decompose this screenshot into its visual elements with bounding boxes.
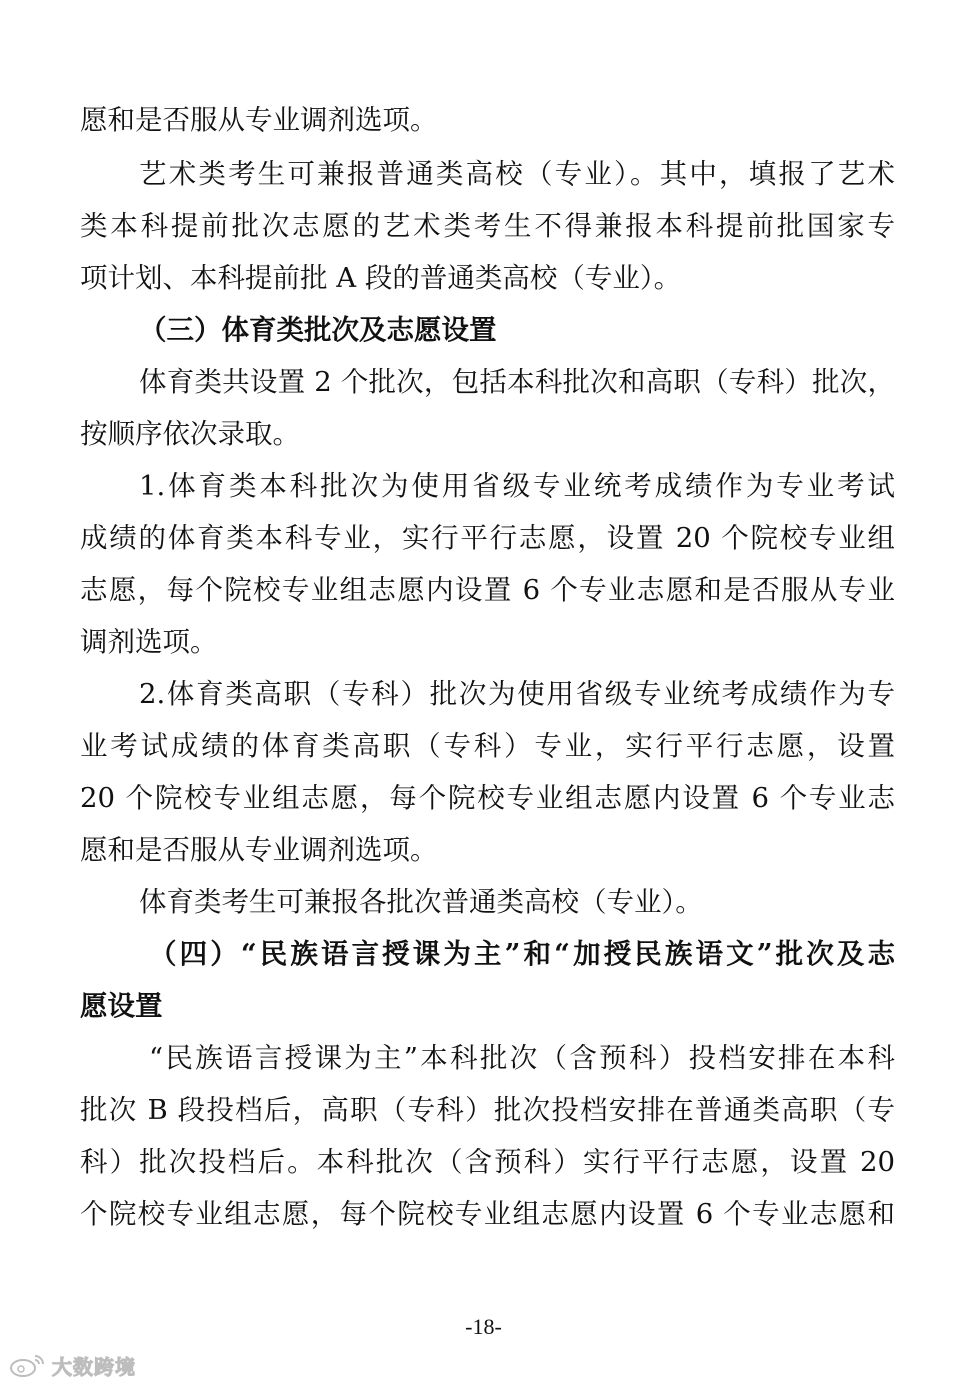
body-line-22: 个院校专业组志愿，每个院校专业组志愿内设置 6 个专业志愿和 bbox=[80, 1198, 895, 1230]
page-number: -18- bbox=[465, 1314, 502, 1339]
body-line-16: 体育类考生可兼报各批次普通类高校（专业）。 bbox=[139, 886, 703, 918]
body-line-14: 20 个院校专业组志愿，每个院校专业组志愿内设置 6 个专业志 bbox=[80, 782, 895, 814]
body-line-6: 体育类共设置 2 个批次，包括本科批次和高职（专科）批次， bbox=[139, 366, 895, 398]
watermark bbox=[8, 1350, 136, 1380]
weibo-icon bbox=[8, 1352, 48, 1378]
body-line-2: 艺术类考生可兼报普通类高校（专业）。其中，填报了艺术 bbox=[139, 158, 895, 190]
body-line-12: 2.体育类高职（专科）批次为使用省级专业统考成绩作为专 bbox=[139, 678, 895, 710]
section-heading-4-cont: 愿设置 bbox=[80, 990, 163, 1022]
section-heading-3: （三）体育类批次及志愿设置 bbox=[139, 314, 497, 346]
watermark-text: 大数跨境 bbox=[52, 1354, 136, 1379]
body-line-19: “民族语言授课为主”本科批次（含预科）投档安排在本科 bbox=[149, 1042, 895, 1074]
body-line-7: 按顺序依次录取。 bbox=[80, 418, 300, 450]
body-line-4: 项计划、本科提前批 A 段的普通类高校（专业）。 bbox=[80, 262, 682, 294]
body-line-1: 愿和是否服从专业调剂选项。 bbox=[80, 104, 438, 136]
section-heading-4: （四）“民族语言授课为主”和“加授民族语文”批次及志 bbox=[149, 938, 895, 970]
body-line-13: 业考试成绩的体育类高职（专科）专业，实行平行志愿，设置 bbox=[80, 730, 895, 762]
body-line-11: 调剂选项。 bbox=[80, 626, 218, 658]
body-line-21: 科）批次投档后。本科批次（含预科）实行平行志愿，设置 20 bbox=[80, 1146, 895, 1178]
body-line-8: 1.体育类本科批次为使用省级专业统考成绩作为专业考试 bbox=[139, 470, 895, 502]
body-line-20: 批次 B 段投档后，高职（专科）批次投档安排在普通类高职（专 bbox=[80, 1094, 895, 1126]
body-line-9: 成绩的体育类本科专业，实行平行志愿，设置 20 个院校专业组 bbox=[80, 522, 895, 554]
body-line-10: 志愿，每个院校专业组志愿内设置 6 个专业志愿和是否服从专业 bbox=[80, 574, 895, 606]
body-line-3: 类本科提前批次志愿的艺术类考生不得兼报本科提前批国家专 bbox=[80, 210, 895, 242]
body-line-15: 愿和是否服从专业调剂选项。 bbox=[80, 834, 438, 866]
